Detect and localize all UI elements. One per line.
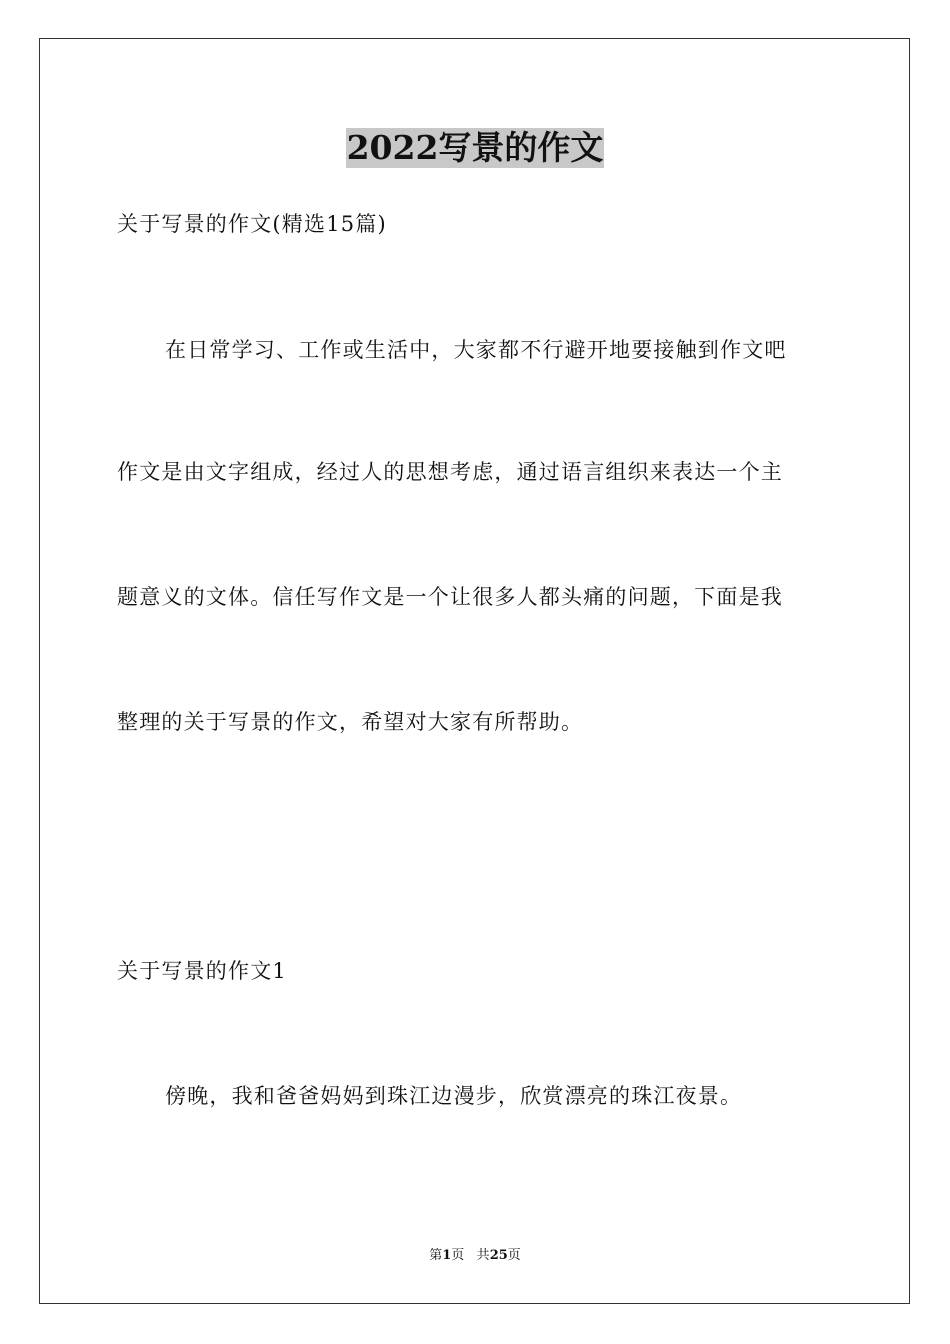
footer-page-prefix: 第 xyxy=(429,1248,443,1263)
section-first-line: 傍晚，我和爸爸妈妈到珠江边漫步，欣赏漂亮的珠江夜景。 xyxy=(165,1084,743,1108)
footer-total-prefix: 共 xyxy=(476,1248,490,1263)
document-title: 2022写景的作文 xyxy=(346,128,604,167)
section-heading: 关于写景的作文1 xyxy=(117,959,287,983)
footer-total-suffix: 页 xyxy=(507,1248,521,1263)
intro-line-1: 在日常学习、工作或生活中，大家都不行避开地要接触到作文吧 xyxy=(165,338,787,362)
document-subtitle: 关于写景的作文(精选15篇) xyxy=(117,212,387,236)
footer-page-suffix: 页 xyxy=(451,1248,465,1263)
intro-line-2: 作文是由文字组成，经过人的思想考虑，通过语言组织来表达一个主 xyxy=(117,460,783,484)
footer-page-number: 1 xyxy=(442,1248,452,1263)
title-container xyxy=(0,128,950,168)
intro-line-3: 题意义的文体。信任写作文是一个让很多人都头痛的问题，下面是我 xyxy=(117,585,783,609)
footer-total-pages: 25 xyxy=(489,1248,508,1263)
page-footer xyxy=(0,1246,950,1266)
intro-line-4: 整理的关于写景的作文，希望对大家有所帮助。 xyxy=(117,710,584,734)
